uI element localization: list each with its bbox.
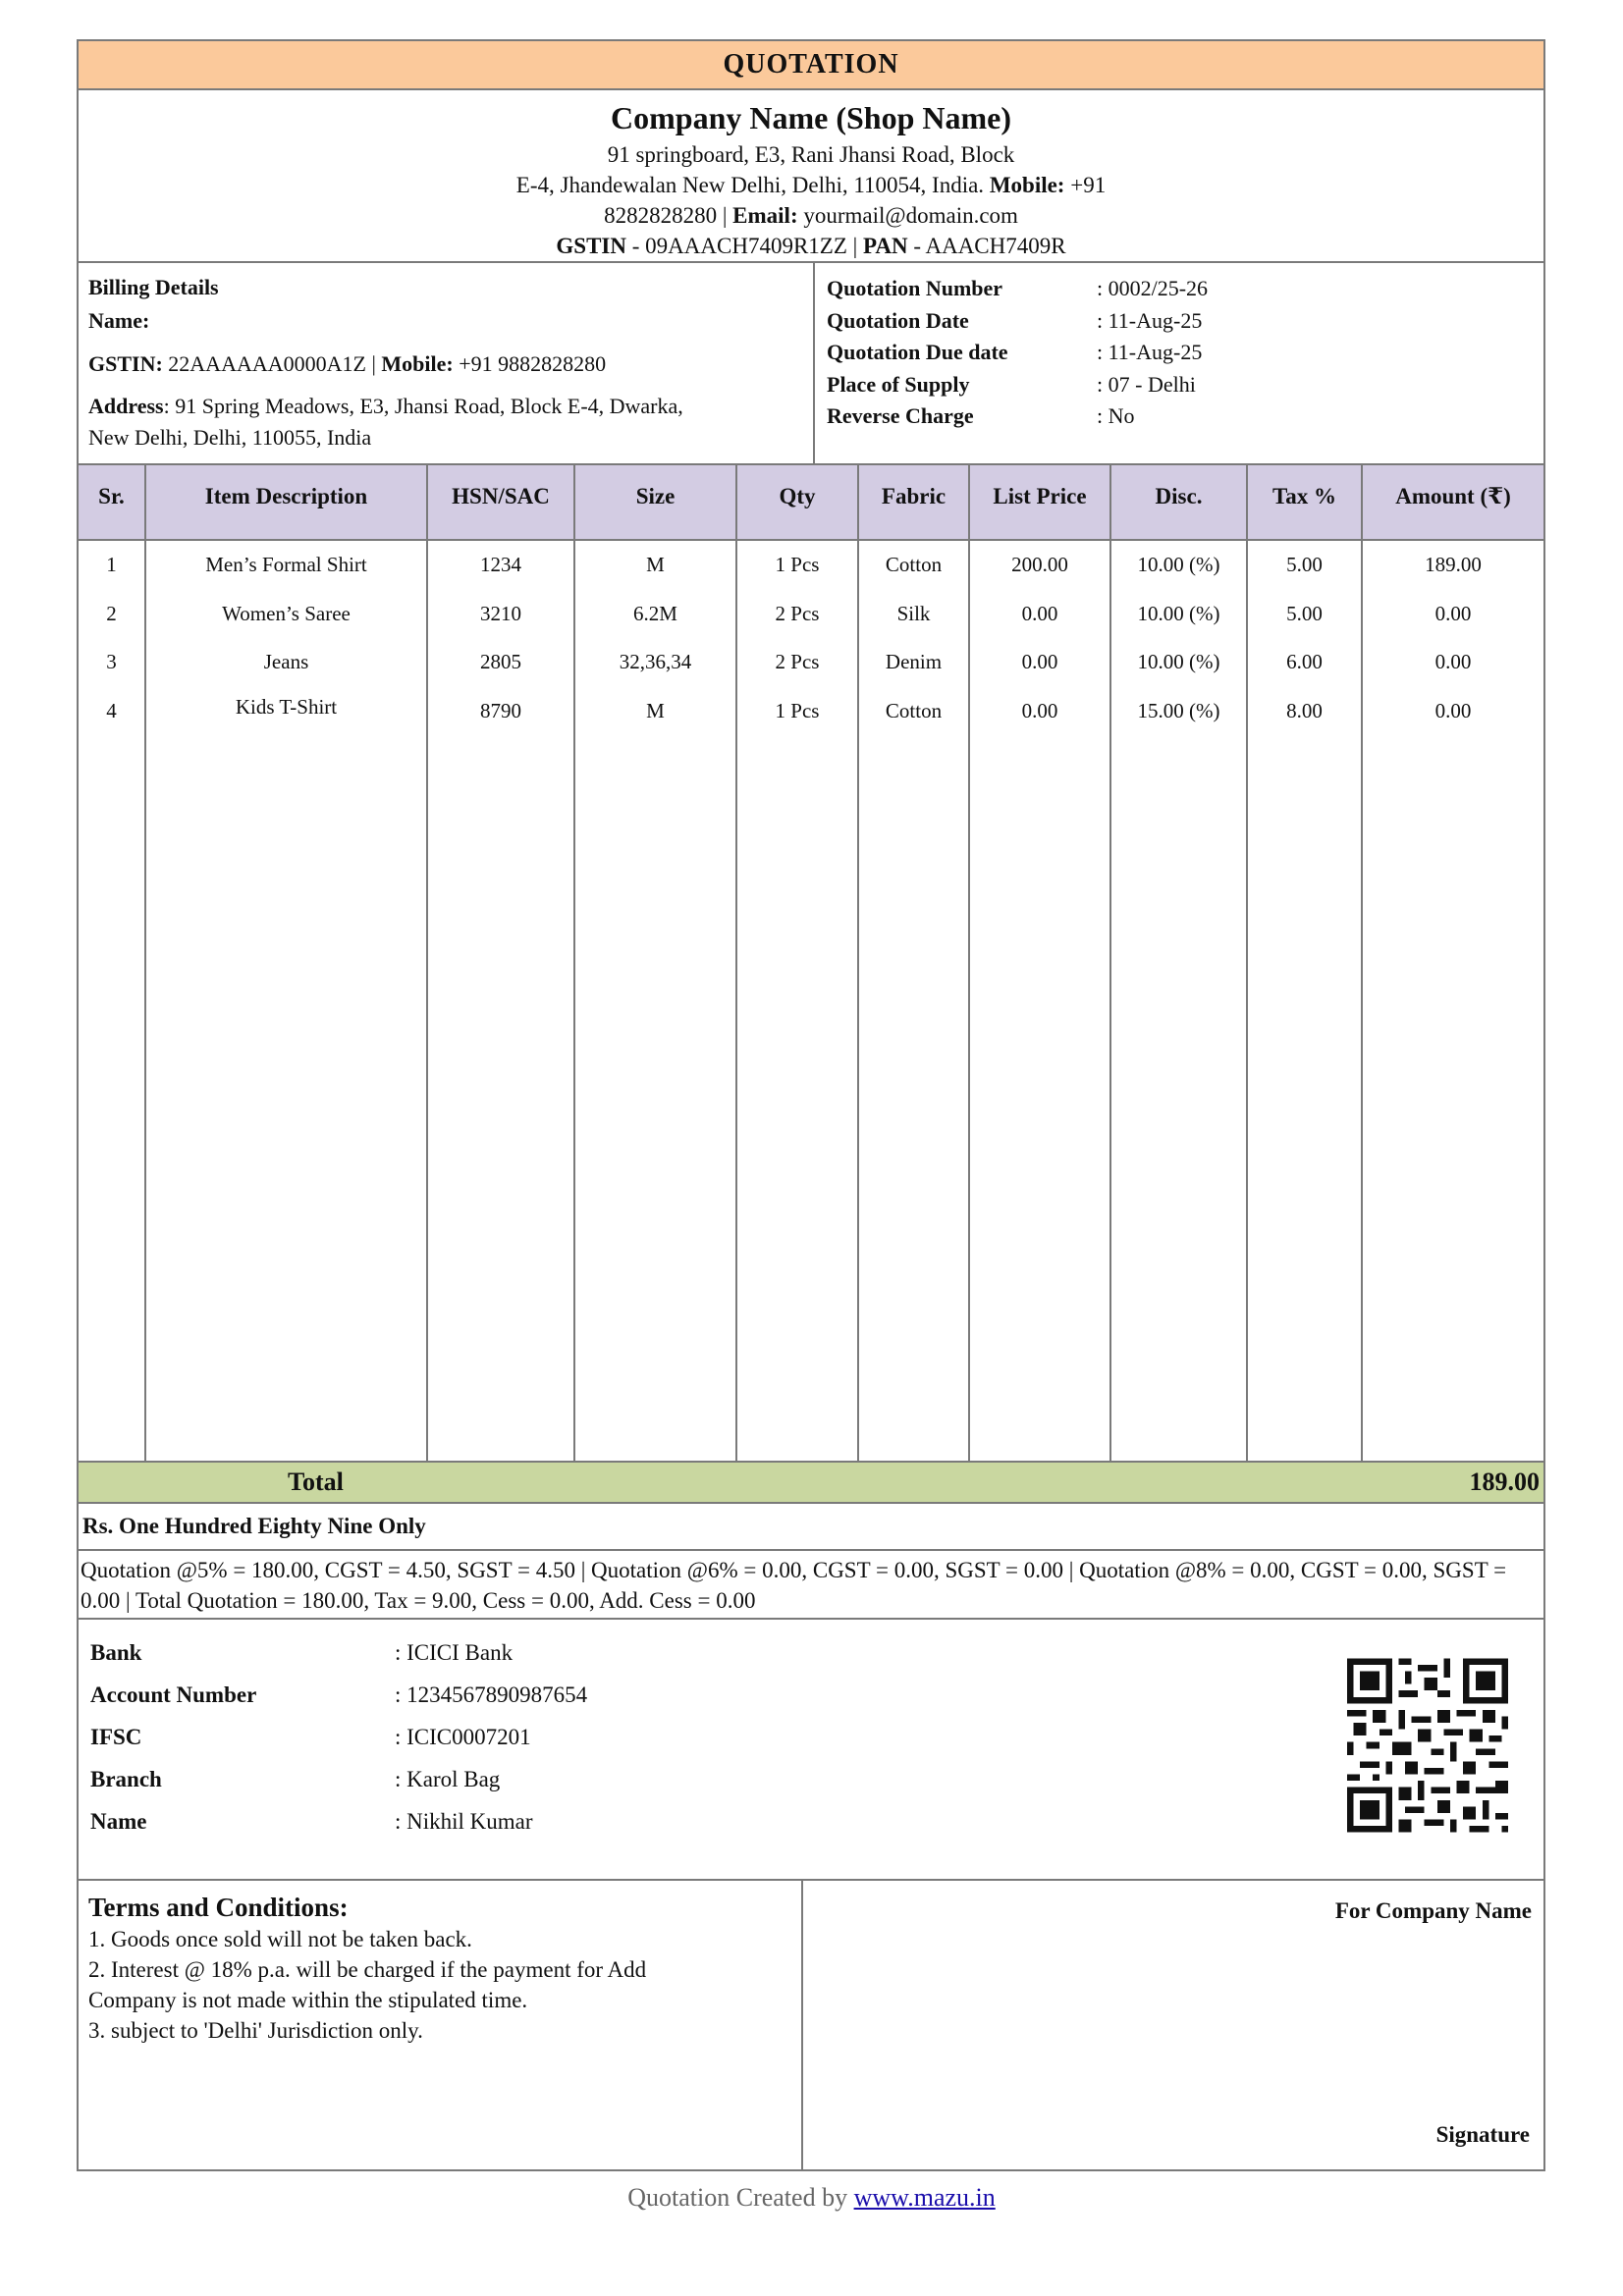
col-disc: Disc. <box>1110 465 1247 540</box>
reverse-charge-row: Reverse Charge : No <box>827 400 1532 433</box>
table-cell: 4 <box>106 698 117 722</box>
tax-column <box>1247 540 1362 1461</box>
total-value: 189.00 <box>1469 1468 1540 1496</box>
table-cell: 0.00 <box>1434 698 1472 722</box>
signature-block <box>803 1881 1543 2169</box>
table-cell: Men’s Formal Shirt <box>205 553 367 576</box>
table-cell: 0.00 <box>1021 601 1058 625</box>
ifsc-row: IFSC : ICIC0007201 <box>90 1716 587 1758</box>
total-label: Total <box>288 1468 344 1496</box>
table-cell: Silk <box>896 601 931 625</box>
price-column <box>969 540 1110 1461</box>
items-header-row <box>79 465 1543 540</box>
col-sr: Sr. <box>79 465 145 540</box>
quotation-due-date: : 11-Aug-25 <box>1097 340 1203 364</box>
col-list-price: List Price <box>969 465 1110 540</box>
col-qty: Qty <box>736 465 858 540</box>
billing-mobile: +91 9882828280 <box>459 351 607 376</box>
col-hsn: HSN/SAC <box>427 465 574 540</box>
account-row: Account Number : 1234567890987654 <box>90 1674 587 1716</box>
sr-column <box>79 540 145 1461</box>
total-row <box>79 1461 1543 1504</box>
table-cell: M <box>646 698 665 722</box>
place-of-supply-row: Place of Supply : 07 - Delhi <box>827 369 1532 401</box>
billing-details <box>79 263 815 463</box>
terms-line: 3. subject to 'Delhi' Jurisdiction only. <box>88 2018 423 2043</box>
qr-code-icon <box>1347 1657 1508 1834</box>
table-cell: 2 <box>106 601 117 625</box>
branch-row: Branch : Karol Bag <box>90 1758 587 1800</box>
billing-gstin: 22AAAAAA0000A1Z <box>168 351 366 376</box>
table-cell: M <box>646 553 665 576</box>
table-cell: 10.00 (%) <box>1137 650 1220 673</box>
quotation-number: : 0002/25-26 <box>1097 276 1209 300</box>
billing-heading: Billing Details <box>88 275 219 299</box>
table-cell: 6.2M <box>633 601 677 625</box>
place-of-supply: : 07 - Delhi <box>1097 371 1196 397</box>
table-cell: 200.00 <box>1011 553 1068 576</box>
table-cell: Cotton <box>885 698 943 722</box>
table-cell: Kids T-Shirt <box>235 694 338 719</box>
company-header <box>79 90 1543 263</box>
col-fabric: Fabric <box>858 465 969 540</box>
company-address-line1: 91 springboard, E3, Rani Jhansi Road, Block <box>607 142 1015 167</box>
amount-column <box>1362 540 1543 1461</box>
company-email[interactable]: yourmail@domain.com <box>803 203 1018 228</box>
table-cell: Cotton <box>885 553 943 576</box>
quotation-number-row: Quotation Number : 0002/25-26 <box>827 273 1532 305</box>
company-tax-ids: GSTIN - 09AAACH7409R1ZZ | PAN - AAACH7409R <box>556 234 1066 258</box>
col-tax: Tax % <box>1247 465 1362 540</box>
table-cell: 2805 <box>480 650 521 673</box>
terms-line: 1. Goods once sold will not be taken back. <box>88 1927 472 1951</box>
disc-column <box>1110 540 1247 1461</box>
account-holder: : Nikhil Kumar <box>395 1809 533 1834</box>
table-cell: 0.00 <box>1021 698 1058 722</box>
company-mobile-label: Mobile: <box>989 173 1065 197</box>
footer-link[interactable]: www.mazu.in <box>853 2183 996 2212</box>
document-title: QUOTATION <box>79 41 1543 90</box>
table-cell: Jeans <box>263 650 309 673</box>
billing-address: Address: 91 Spring Meadows, E3, Jhansi Road, Block E-4, Dwarka, New Delhi, Delhi, 110055, India <box>88 394 683 450</box>
size-column <box>574 540 736 1461</box>
qty-column <box>736 540 858 1461</box>
footer-section <box>79 1881 1543 2169</box>
terms-line: 2. Interest @ 18% p.a. will be charged if the payment for Add <box>88 1957 647 1982</box>
quotation-date: : 11-Aug-25 <box>1097 307 1203 333</box>
reverse-charge: : No <box>1097 403 1135 428</box>
company-mobile-part2: 8282828280 <box>604 203 718 228</box>
table-cell: 2 Pcs <box>775 650 820 673</box>
branch-name: : Karol Bag <box>395 1767 501 1791</box>
tax-summary: Quotation @5% = 180.00, CGST = 4.50, SGST = 4.50 | Quotation @6% = 0.00, CGST = 0.00, SGST = 0.00 | Quotation @8% = 0.00, CGST = 0.00, SGST = 0.00 | Total Quotation = 180.00, Tax = 9.00, Cess = 0.00, Add. Cess = 0.00 <box>79 1551 1543 1620</box>
table-cell: 0.00 <box>1021 650 1058 673</box>
amount-in-words: Rs. One Hundred Eighty Nine Only <box>79 1504 1543 1551</box>
company-name: Company Name (Shop Name) <box>611 100 1011 135</box>
table-cell: 0.00 <box>1434 601 1472 625</box>
table-cell: 10.00 (%) <box>1137 553 1220 576</box>
billing-section <box>79 263 1543 465</box>
col-amount: Amount (₹) <box>1362 465 1543 540</box>
quotation-due-row: Quotation Due date : 11-Aug-25 <box>827 337 1532 369</box>
bank-name: : ICICI Bank <box>395 1640 514 1665</box>
terms-line: Company is not made within the stipulated time. <box>88 1988 528 2012</box>
quotation-document <box>77 39 1545 2171</box>
footer-text: Quotation Created by <box>627 2183 848 2212</box>
company-pan: AAACH7409R <box>925 234 1066 258</box>
account-number: : 1234567890987654 <box>395 1682 588 1707</box>
table-cell: 8.00 <box>1286 698 1323 722</box>
col-item: Item Description <box>145 465 427 540</box>
col-size: Size <box>574 465 736 540</box>
table-cell: 0.00 <box>1434 650 1472 673</box>
quotation-meta <box>815 263 1543 463</box>
company-mobile-part1: +91 <box>1070 173 1107 197</box>
signature-label: Signature <box>1435 2122 1530 2147</box>
table-cell: 6.00 <box>1286 650 1323 673</box>
table-cell: Women’s Saree <box>222 601 351 625</box>
company-gstin: 09AAACH7409R1ZZ <box>645 234 847 258</box>
company-address-line2: E-4, Jhandewalan New Delhi, Delhi, 110054, India. Mobile: +91 <box>515 173 1107 197</box>
table-cell: 15.00 (%) <box>1137 698 1220 722</box>
hsn-column <box>427 540 574 1461</box>
table-cell: 1 Pcs <box>775 698 820 722</box>
table-cell: 1234 <box>480 553 521 576</box>
table-cell: 5.00 <box>1286 553 1323 576</box>
terms-heading: Terms and Conditions: <box>88 1893 349 1922</box>
items-body <box>79 540 1543 1461</box>
for-company-label: For Company Name <box>1334 1898 1532 1923</box>
holder-row: Name : Nikhil Kumar <box>90 1800 587 1842</box>
table-cell: 5.00 <box>1286 601 1323 625</box>
item-column <box>145 540 427 1461</box>
company-email-label: Email: <box>732 203 798 228</box>
table-cell: 8790 <box>480 698 521 722</box>
ifsc-code: : ICIC0007201 <box>395 1725 531 1749</box>
quotation-date-row: Quotation Date : 11-Aug-25 <box>827 305 1532 338</box>
terms-and-conditions <box>79 1881 803 2169</box>
table-cell: 2 Pcs <box>775 601 820 625</box>
fabric-column <box>858 540 969 1461</box>
table-cell: 10.00 (%) <box>1137 601 1220 625</box>
table-cell: Denim <box>885 650 943 673</box>
bank-row: Bank : ICICI Bank <box>90 1631 587 1674</box>
billing-name: Name: <box>88 308 150 333</box>
table-cell: 189.00 <box>1425 553 1482 576</box>
page-footer <box>0 2183 1623 2213</box>
table-cell: 3 <box>106 650 117 673</box>
items-table <box>79 465 1543 1461</box>
billing-gstin-row: GSTIN: 22AAAAAA0000A1Z | Mobile: +91 9882828280 <box>88 351 607 376</box>
table-cell: 3210 <box>480 601 521 625</box>
company-contact-line: 8282828280 | Email: yourmail@domain.com <box>604 203 1018 228</box>
bank-details <box>79 1620 1543 1881</box>
table-cell: 1 Pcs <box>775 553 820 576</box>
table-cell: 1 <box>106 553 117 576</box>
table-cell: 32,36,34 <box>619 650 692 673</box>
